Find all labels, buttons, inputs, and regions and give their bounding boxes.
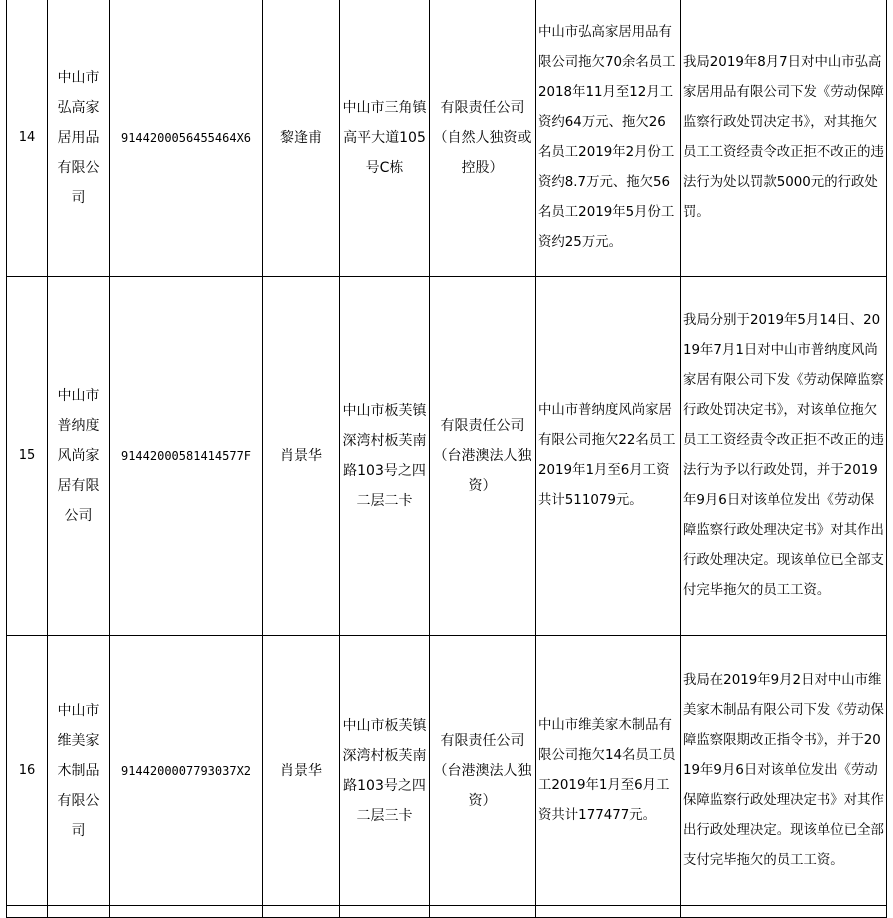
legal-person: 肖景华 bbox=[263, 277, 340, 636]
company-type: 有限责任公司（台港澳法人独资） bbox=[433, 732, 532, 809]
legal-person: 黎逢甫 bbox=[263, 0, 340, 277]
table-row bbox=[7, 0, 887, 277]
credit-code: 914420005814145​77F bbox=[120, 449, 252, 463]
handling-result: 我局分别于2019年5月14日、2019年7月1日对中山市普纳度风尚家居有限公司下发《劳动保障监察行政处罚决定书》，对该单位拖欠员工工资经责令改正拒不改正的违法行为予以行政处罚，并于2019年9月6日对该单位发出《劳动保障监察行政处理决定书》对其作出行政处理决定。现该单位已全部支付完毕拖欠的员工工资。 bbox=[683, 313, 884, 598]
company-name: 中山市维美家木制品有限公司 bbox=[57, 702, 100, 839]
company-name: 中山市弘高家居用品有限公司 bbox=[57, 70, 100, 206]
violation-table bbox=[6, 0, 887, 918]
violation-fact: 中山市维美家木制品有限公司拖欠14名员工员工2019年1月至6月工资共计177477元。 bbox=[538, 717, 676, 823]
handling-result: 我局在2019年9月2日对中山市维美家木制品有限公司下发《劳动保障监察限期改正指令书》，并于2019年9月6日对该单位发出《劳动保障监察行政处理决定书》对其作出行政处理决定。现该单位已全部支付完毕拖欠的员工工资。 bbox=[683, 672, 884, 868]
company-type: 有限责任公司（自然人独资或控股） bbox=[433, 100, 532, 176]
credit-code: 91442000077930​37X2 bbox=[120, 763, 252, 778]
company-type: 有限责任公司（台港澳法人独资） bbox=[433, 418, 532, 494]
violation-fact: 中山市弘高家居用品有限公司拖欠70余名员工2018年11月至12月工资约64万元、拖欠26名员工2019年2月份工资约8.7万元、拖欠56名员工2019年5月份工资约25万元。 bbox=[538, 25, 676, 250]
company-name: 中山市普纳度风尚家居有限公司 bbox=[57, 388, 100, 524]
company-address: 中山市板芙镇深湾村板芙南路103号之四二层三卡 bbox=[342, 717, 427, 824]
handling-result: 我局2019年8月7日对中山市弘高家居用品有限公司下发《劳动保障监察行政处罚决定书》，对其拖欠员工工资经责令改正拒不改正的违法行为处以罚款5000元的行政处罚。 bbox=[683, 55, 884, 220]
company-address: 中山市板芙镇深湾村板芙南路103号之四二层二卡 bbox=[342, 403, 427, 509]
table-row-partial bbox=[7, 906, 887, 918]
credit-code: 91442000564554​64X6 bbox=[120, 131, 252, 145]
legal-person: 肖景华 bbox=[263, 636, 340, 906]
row-number: 15 bbox=[7, 277, 48, 636]
table-row bbox=[7, 636, 887, 906]
row-number: 16 bbox=[7, 636, 48, 906]
violation-fact: 中山市普纳度风尚家居有限公司拖欠22名员工2019年1月至6月工资共计511079元。 bbox=[538, 403, 676, 508]
table-row bbox=[7, 277, 887, 636]
row-number: 14 bbox=[7, 0, 48, 277]
company-address: 中山市三角镇高平大道105号C栋 bbox=[342, 100, 427, 176]
